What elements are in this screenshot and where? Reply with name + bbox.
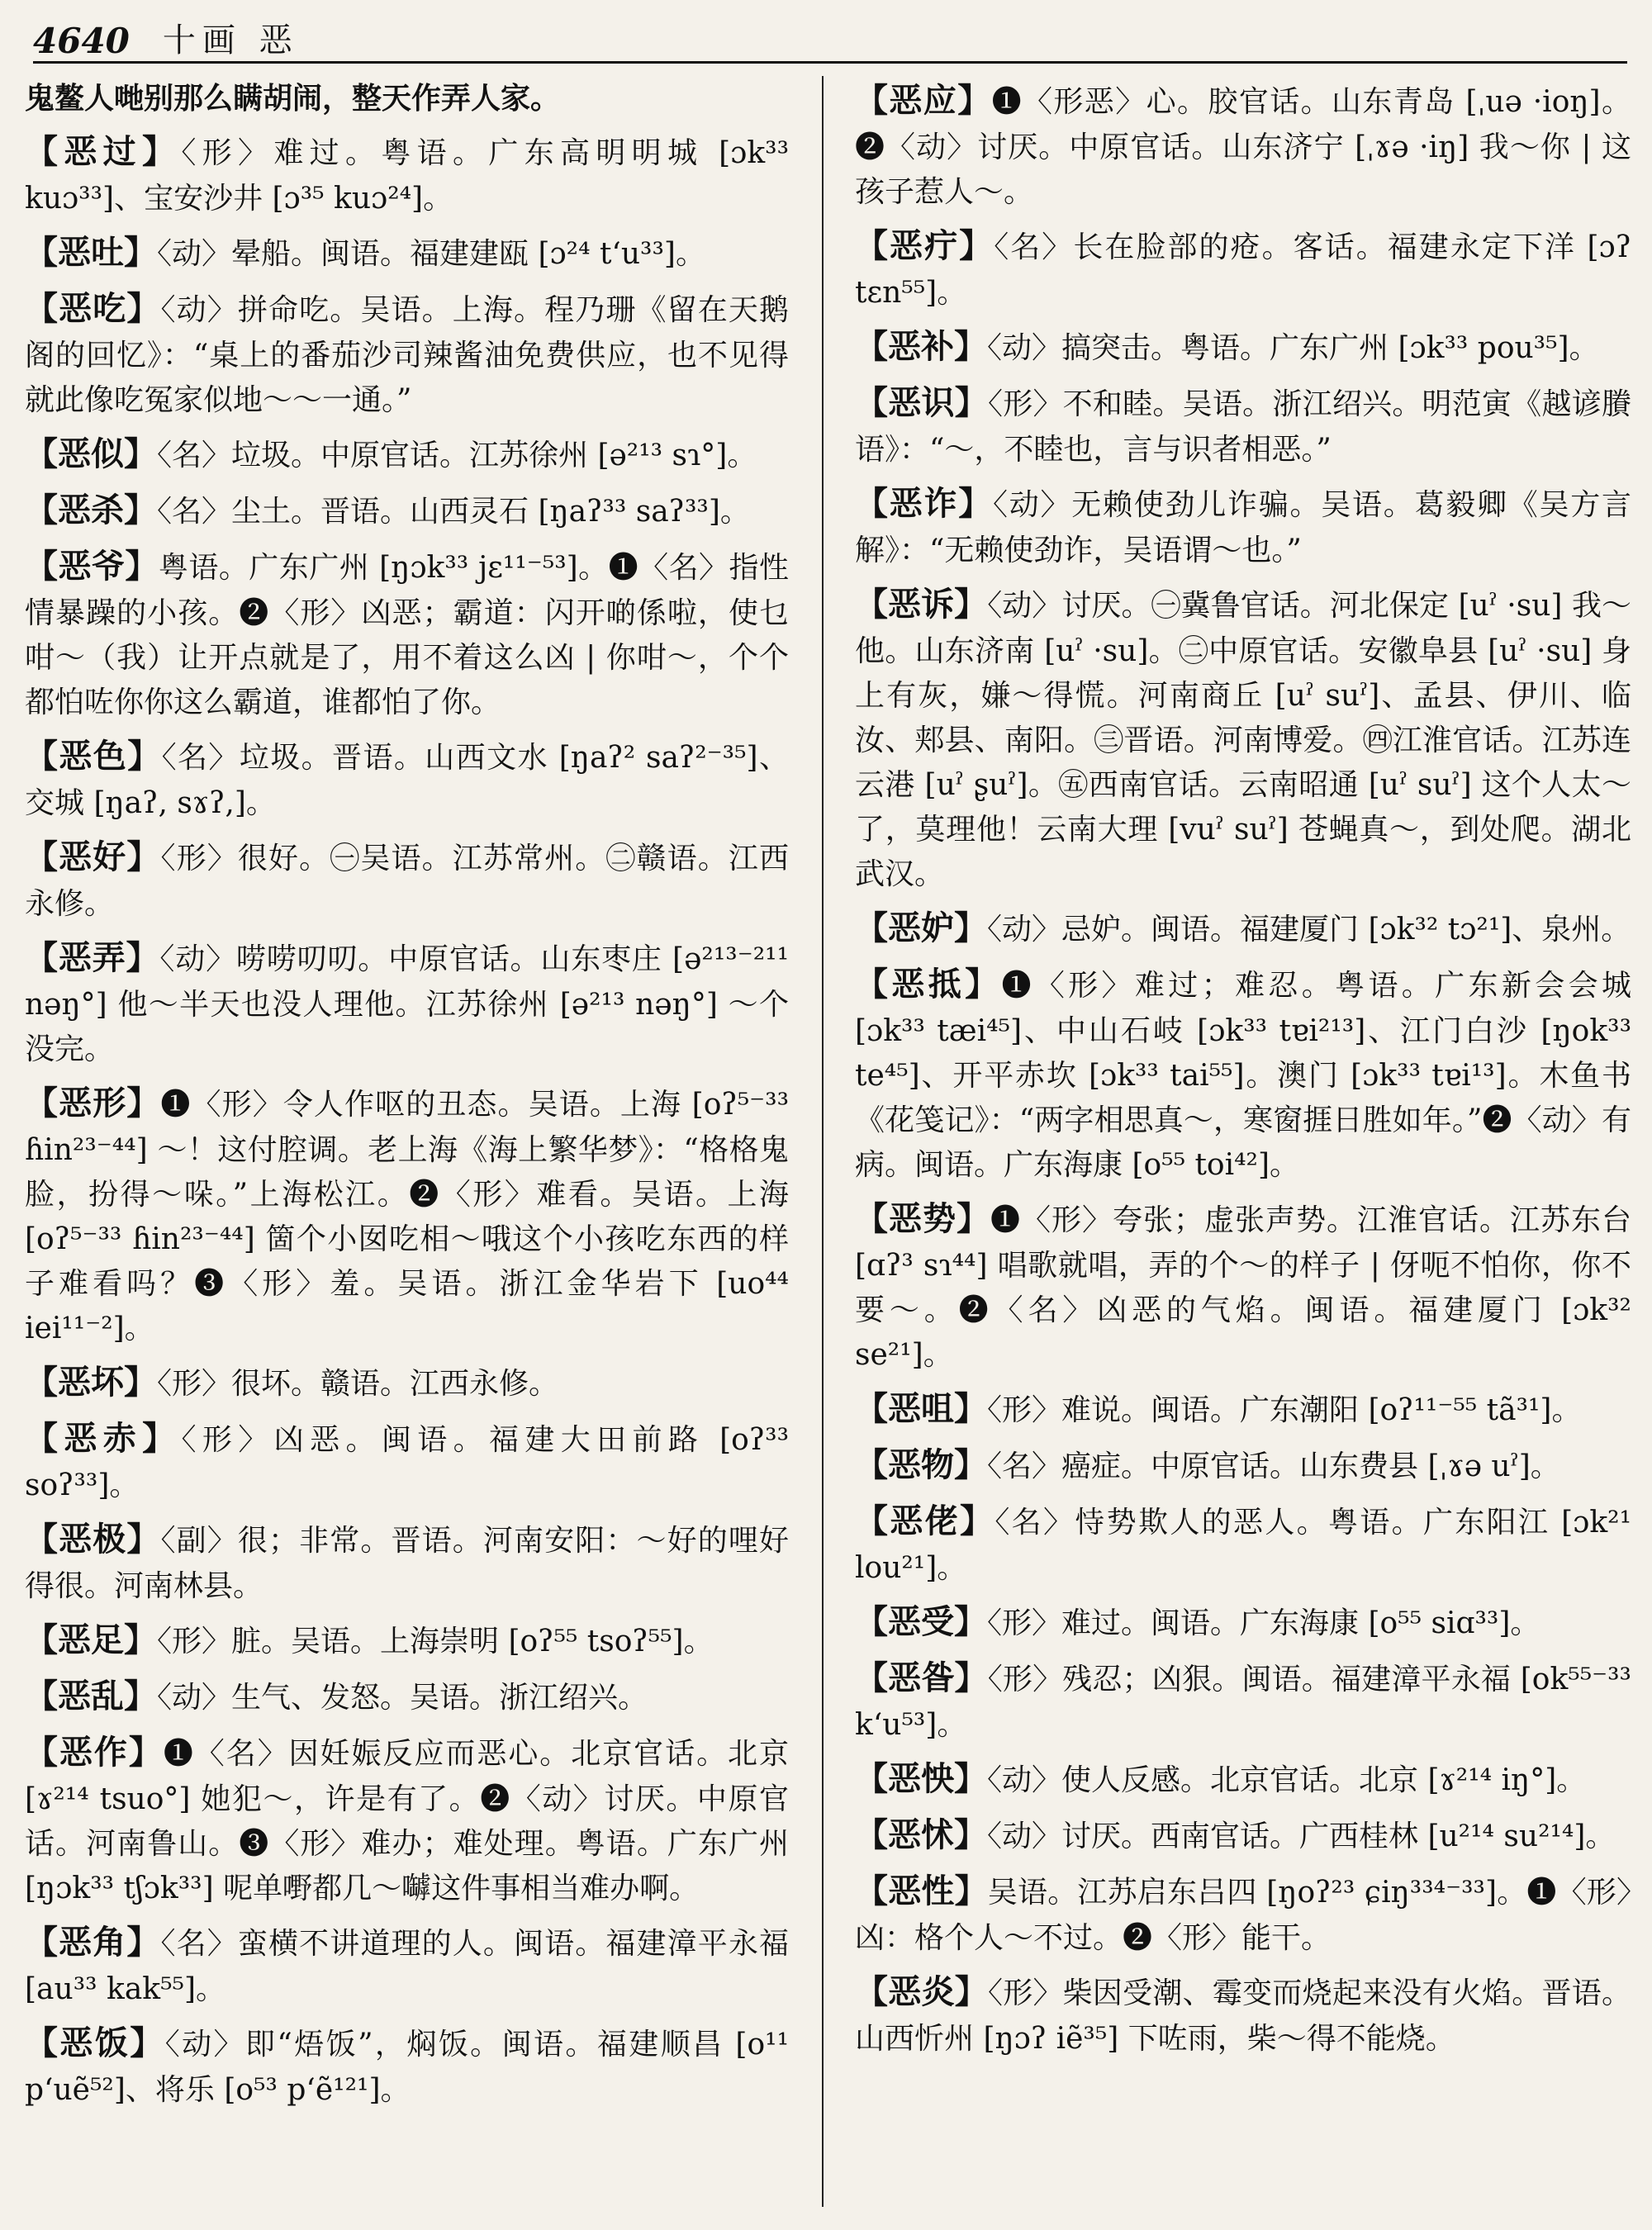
entry-definition: 〈形〉很好。㊀吴语。江苏常州。㊁赣语。江西永修。 <box>25 842 789 921</box>
dictionary-entry <box>25 833 789 927</box>
entry-definition: ❶〈形〉夸张；虚张声势。江淮官话。江苏东台 [ɑʔ³ sɿ⁴⁴] 唱歌就唱，弄的个～的样子 | 伢呃不怕你，你不要～。❷〈名〉凶恶的气焰。闽语。福建厦门 [ɔk³² se²¹]。 <box>855 1203 1631 1372</box>
entry-headword: 【恶过】 <box>25 132 182 171</box>
entry-definition: 〈名〉垃圾。晋语。山西文水 [ŋaʔ² saʔ²⁻³⁵]、交城 [ŋaʔ, sɤʔ,]。 <box>25 741 789 820</box>
dictionary-entry <box>855 1597 1631 1647</box>
entry-headword: 【恶识】 <box>855 383 988 422</box>
dictionary-entry <box>25 1672 789 1721</box>
column-divider <box>822 76 824 2207</box>
entry-headword: 【恶似】 <box>25 434 157 473</box>
dictionary-entry <box>855 221 1631 316</box>
entry-headword: 【恶妒】 <box>855 909 987 947</box>
dictionary-entry <box>855 1497 1631 1591</box>
entry-headword: 【恶物】 <box>855 1445 987 1484</box>
entry-definition: 〈名〉垃圾。中原官话。江苏徐州 [ə²¹³ sɿ°]。 <box>157 439 757 472</box>
entry-definition: 〈名〉长在脸部的疮。客话。福建永定下洋 [ɔʔ tɛn⁵⁵]。 <box>855 230 1631 310</box>
entry-headword: 【恶坏】 <box>25 1363 157 1402</box>
dictionary-entry <box>855 76 1631 215</box>
entry-definition: 〈动〉搞突击。粤语。广东广州 [ɔk³³ pou³⁵]。 <box>987 331 1599 365</box>
entry-definition: 〈名〉恃势欺人的恶人。粤语。广东阳江 [ɔk²¹ lou²¹]。 <box>855 1506 1631 1585</box>
right-column <box>855 76 1631 2215</box>
entry-definition: ❶〈形〉令人作呕的丑态。吴语。上海 [oʔ⁵⁻³³ ɦin²³⁻⁴⁴] ～！这付腔调。老上海《海上繁华梦》：“格格鬼脸，扮得～哚。”上海松江。❷〈形〉难看。吴语。上海 [oʔ⁵⁻³³ ɦin²³⁻⁴⁴] 箇个小囡吃相～哦这个小孩吃东西的样子难看吗？❸〈形〉羞。吴语。浙江金华岩下 [uo⁴⁴ iei¹¹⁻²]。 <box>25 1088 789 1345</box>
right-entry-list <box>855 76 1631 2062</box>
entry-definition: 〈形〉柴因受潮、霉变而烧起来没有火焰。晋语。山西忻州 [ŋɔʔ iẽ³⁵] 下咗雨，柴～得不能烧。 <box>855 1976 1631 2056</box>
dictionary-entry <box>25 1616 789 1665</box>
entry-headword: 【恶疔】 <box>855 226 995 265</box>
dictionary-entry <box>25 542 789 725</box>
entry-definition: 〈名〉蛮横不讲道理的人。闽语。福建漳平永福 [au³³ kak⁵⁵]。 <box>25 1927 789 2006</box>
entry-definition: 〈名〉尘土。晋语。山西灵石 [ŋaʔ³³ saʔ³³]。 <box>157 495 750 529</box>
entry-headword: 【恶弄】 <box>25 938 160 977</box>
continuation-text: 鬼鳌人哋别那么瞒胡闹，整天作弄人家。 <box>25 81 561 116</box>
entry-definition: 〈动〉唠唠叨叨。中原官话。山东枣庄 [ə²¹³⁻²¹¹ nəŋ°] 他～半天也没人理他。江苏徐州 [ə²¹³ nəŋ°] ～个没完。 <box>25 942 789 1066</box>
dictionary-entry <box>855 1754 1631 1804</box>
entry-headword: 【恶色】 <box>25 737 162 776</box>
dictionary-entry <box>25 2019 789 2113</box>
entry-headword: 【恶势】 <box>855 1199 990 1238</box>
entry-headword: 【恶咀】 <box>855 1389 987 1428</box>
entry-definition: 〈动〉无赖使劲儿诈骗。吴语。葛毅卿《吴方言解》：“无赖使劲诈，吴语谓～也。” <box>855 488 1631 567</box>
entry-headword: 【恶极】 <box>25 1520 161 1559</box>
entry-definition: 〈动〉忌妒。闽语。福建厦门 [ɔk³² tɔ²¹]、泉州。 <box>987 913 1631 947</box>
dictionary-entry <box>855 1194 1631 1378</box>
entry-headword: 【恶杀】 <box>25 491 157 529</box>
entry-definition: 〈形〉难说。闽语。广东潮阳 [oʔ¹¹⁻⁵⁵ tã³¹]。 <box>987 1393 1582 1427</box>
page-number: 4640 <box>33 21 130 61</box>
entry-headword: 【恶昝】 <box>855 1658 988 1697</box>
entry-definition: 〈动〉拼命吃。吴语。上海。程乃珊《留在天鹅阁的回忆》：“桌上的番茄沙司辣酱油免费供应，也不见得就此像吃冤家似地～～一通。” <box>25 293 789 417</box>
entry-headword: 【恶饭】 <box>25 2024 165 2062</box>
entry-headword: 【恶乱】 <box>25 1677 157 1715</box>
entry-definition: 〈动〉使人反感。北京官话。北京 [ɤ²¹⁴ iŋ°]。 <box>987 1763 1587 1797</box>
dictionary-entry <box>25 228 789 278</box>
dictionary-entry <box>855 1867 1631 1961</box>
dictionary-entry <box>855 378 1631 472</box>
left-entry-list <box>25 127 789 2113</box>
entry-headword: 【恶诈】 <box>855 484 993 523</box>
entry-definition: 〈形〉不和睦。吴语。浙江绍兴。明范寅《越谚賸语》：“～，不睦也，言与识者相恶。” <box>855 387 1631 467</box>
entry-definition: 〈副〉很；非常。晋语。河南安阳：～好的哩好得很。河南林县。 <box>25 1524 789 1603</box>
dictionary-entry <box>855 1967 1631 2062</box>
entry-definition: ❶〈形恶〉心。胶官话。山东青岛 [ˌuə ·ioŋ]。❷〈动〉讨厌。中原官话。山东济宁 [ˌɤə ·iŋ] 我～你 | 这孩子惹人～。 <box>855 85 1631 209</box>
entry-headword: 【恶应】 <box>855 81 992 120</box>
entry-headword: 【恶诉】 <box>855 585 988 624</box>
entry-definition: 〈形〉很坏。赣语。江西永修。 <box>157 1367 559 1401</box>
entry-headword: 【恶好】 <box>25 837 161 876</box>
entry-definition: 〈动〉晕船。闽语。福建建瓯 [ɔ²⁴ tʻu³³]。 <box>157 237 705 271</box>
dictionary-entry <box>25 486 789 535</box>
entry-headword: 【恶怏】 <box>855 1759 987 1798</box>
entry-definition: 〈动〉讨厌。㊀冀鲁官话。河北保定 [uˀ ·su] 我～他。山东济南 [uˀ ·su]。㊁中原官话。安徽阜县 [uˀ ·su] 身上有灰，嫌～得慌。河南商丘 [uˀ suˀ]、孟县、伊川、临汝、郏县、南阳。㊂晋语。河南博爱。㊃江淮官话。江苏连云港 [uˀ ʂuˀ]。㊄西南官话。云南昭通 [uˀ suˀ] 这个人太～了，莫理他！云南大理 [vuˀ suˀ] 苍蝇真～，到处爬。湖北武汉。 <box>855 589 1631 891</box>
dictionary-entry <box>25 1414 789 1508</box>
dictionary-entry <box>25 429 789 479</box>
entry-definition: 〈动〉讨厌。西南官话。广西桂林 [u²¹⁴ su²¹⁴]。 <box>987 1820 1616 1853</box>
entry-definition: 〈名〉癌症。中原官话。山东费县 [ˌɤə uˀ]。 <box>987 1450 1560 1483</box>
entry-headword: 【恶形】 <box>25 1084 161 1122</box>
dictionary-entry <box>25 1079 789 1351</box>
dictionary-entry <box>855 960 1631 1188</box>
entry-definition: 粤语。广东广州 [ŋɔk³³ jɛ¹¹⁻⁵³]。❶〈名〉指性情暴躁的小孩。❷〈形〉凶恶；霸道：闪开啲係啦，使乜咁～（我）让开点就是了，用不着这么凶 | 你咁～，个个都怕咗你你这么霸道，谁都怕了你。 <box>25 551 789 719</box>
dictionary-entry <box>855 1810 1631 1860</box>
entry-definition: 〈动〉生气、发怒。吴语。浙江绍兴。 <box>157 1681 648 1715</box>
dictionary-entry <box>855 479 1631 573</box>
entry-headword: 【恶抵】 <box>855 965 1002 1004</box>
entry-definition: 〈形〉凶恶。闽语。福建大田前路 [oʔ³³ soʔ³³]。 <box>25 1423 789 1502</box>
dictionary-entry <box>25 1728 789 1911</box>
entry-headword: 【恶作】 <box>25 1733 164 1772</box>
entry-headword: 【恶炎】 <box>855 1972 988 2011</box>
dictionary-entry <box>25 1515 789 1609</box>
entry-definition: 〈动〉即“焐饭”，焖饭。闽语。福建顺昌 [o¹¹ pʻuẽ⁵²]、将乐 [o⁵³ pʻẽ¹²¹]。 <box>25 2028 789 2107</box>
entry-headword: 【恶爷】 <box>25 547 159 586</box>
entry-definition: 吴语。江苏启东吕四 [ŋoʔ²³ ɕiŋ³³⁴⁻³³]。❶〈形〉凶：格个人～不过。❷〈形〉能干。 <box>855 1876 1631 1955</box>
entry-headword: 【恶怵】 <box>855 1815 987 1854</box>
entry-headword: 【恶性】 <box>855 1872 988 1910</box>
dictionary-entry <box>855 1440 1631 1490</box>
entry-headword: 【恶足】 <box>25 1620 157 1659</box>
entry-definition: 〈形〉脏。吴语。上海崇明 [oʔ⁵⁵ tsoʔ⁵⁵]。 <box>157 1625 714 1658</box>
dictionary-entry <box>855 580 1631 897</box>
dictionary-entry <box>855 904 1631 953</box>
entry-definition: 〈形〉难过。闽语。广东海康 [o⁵⁵ siɑ³³]。 <box>987 1606 1540 1640</box>
entry-headword: 【恶吃】 <box>25 289 161 328</box>
dictionary-entry <box>855 322 1631 372</box>
entry-definition: 〈形〉残忍；凶狠。闽语。福建漳平永福 [ok⁵⁵⁻³³ kʻu⁵³]。 <box>855 1663 1631 1742</box>
dictionary-entry <box>855 1384 1631 1434</box>
dictionary-entry <box>25 1918 789 2012</box>
entry-headword: 【恶角】 <box>25 1923 161 1962</box>
dictionary-entry <box>25 933 789 1072</box>
entry-headword: 【恶赤】 <box>25 1419 182 1458</box>
dictionary-entry <box>855 1654 1631 1748</box>
entry-definition: 〈形〉难过。粤语。广东高明明城 [ɔk³³ kuɔ³³]、宝安沙井 [ɔ³⁵ kuɔ²⁴]。 <box>25 136 789 216</box>
dictionary-entry <box>25 127 789 221</box>
entry-headword: 【恶佬】 <box>855 1502 995 1540</box>
entry-definition: ❶〈名〉因妊娠反应而恶心。北京官话。北京 [ɤ²¹⁴ tsuo°] 她犯～，许是有了。❷〈动〉讨厌。中原官话。河南鲁山。❸〈形〉难办；难处理。粤语。广东广州 [ŋɔk³³ tʃɔk³³] 呢单嘢都几～嚹这件事相当难办啊。 <box>25 1737 789 1905</box>
dictionary-entry <box>25 732 789 826</box>
dictionary-entry <box>25 1358 789 1407</box>
entry-headword: 【恶吐】 <box>25 233 157 272</box>
entry-headword: 【恶补】 <box>855 327 987 366</box>
entry-definition: ❶〈形〉难过；难忍。粤语。广东新会会城 [ɔk³³ tæi⁴⁵]、中山石岐 [ɔk³³ tɐi²¹³]、江门白沙 [ŋok³³ te⁴⁵]、开平赤坎 [ɔk³³ tai⁵⁵]。澳门 [ɔk³³ tɐi¹³]。木鱼书《花笺记》：“两字相思真～，寒窗捱日胜如年。”❷〈动〉有病。闽语。广东海康 [o⁵⁵ toi⁴²]。 <box>855 969 1631 1182</box>
page-title: 十画 恶 <box>162 21 299 59</box>
page-header <box>33 15 1627 64</box>
left-column <box>25 76 789 2215</box>
dictionary-entry <box>25 284 789 423</box>
entry-headword: 【恶受】 <box>855 1602 987 1641</box>
